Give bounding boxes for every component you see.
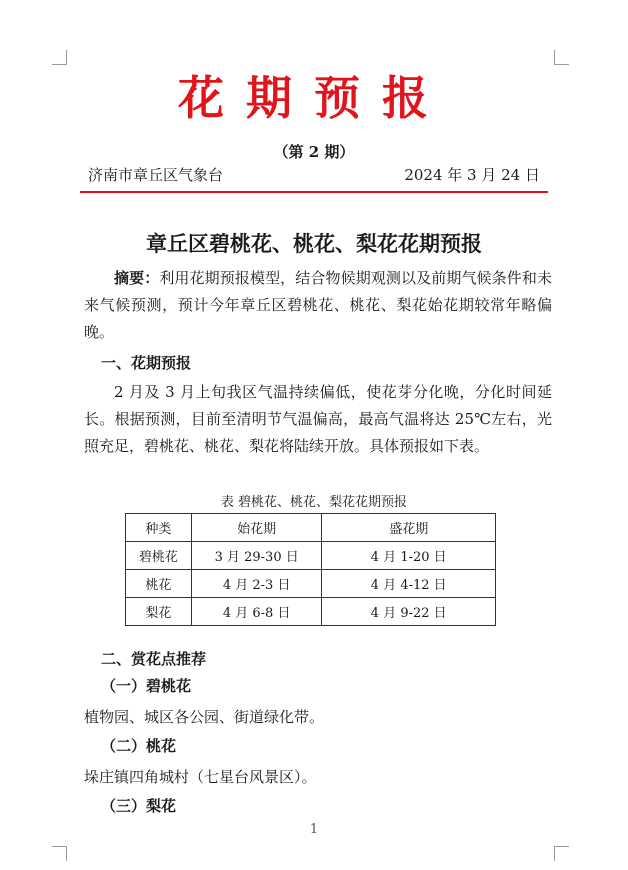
table-cell: 4 月 6-8 日 bbox=[191, 598, 322, 626]
crop-mark-top-left bbox=[52, 50, 67, 65]
abstract-paragraph bbox=[84, 265, 552, 346]
table-cell: 3 月 29-30 日 bbox=[191, 542, 322, 570]
document-title: 章丘区碧桃花、桃花、梨花花期预报 bbox=[146, 231, 482, 256]
forecast-paragraph: 2 月及 3 月上旬我区气温持续偏低，使花芽分化晚，分化时间延长。根据预测，目前至清明节气温偏高，最高气温将达 25℃左右，光照充足，碧桃花、桃花、梨花将陆续开放。具体预报如下表。 bbox=[84, 383, 552, 455]
abstract-text: 利用花期预报模型，结合物候期观测以及前期气候条件和未来气候预测，预计今年章丘区碧桃花、桃花、梨花始花期较常年略偏晚。 bbox=[84, 269, 552, 341]
table-cell: 4 月 4-12 日 bbox=[322, 570, 496, 598]
section-heading-forecast: 一、花期预报 bbox=[101, 354, 192, 372]
table-cell: 4 月 9-22 日 bbox=[322, 598, 496, 626]
table-cell: 桃花 bbox=[126, 570, 192, 598]
header-divider bbox=[80, 191, 548, 193]
table-caption: 表 碧桃花、桃花、梨花花期预报 bbox=[220, 495, 408, 510]
table-cell: 碧桃花 bbox=[126, 542, 192, 570]
table-header-cell: 盛花期 bbox=[322, 514, 496, 542]
table-row bbox=[126, 570, 496, 598]
subheading-peach: （二）桃花 bbox=[101, 737, 177, 755]
crop-mark-bottom-right bbox=[554, 846, 569, 861]
table-row bbox=[126, 598, 496, 626]
table-row bbox=[126, 542, 496, 570]
table-header-cell: 种类 bbox=[126, 514, 192, 542]
table-cell: 4 月 1-20 日 bbox=[322, 542, 496, 570]
spot-text-peach: 垛庄镇四角城村（七星台风景区）。 bbox=[84, 768, 317, 786]
masthead-title: 花期预报 bbox=[178, 71, 450, 125]
crop-mark-bottom-left bbox=[52, 846, 67, 861]
spot-text-bitao: 植物园、城区各公园、街道绿化带。 bbox=[84, 708, 325, 726]
section-heading-viewing-spots: 二、赏花点推荐 bbox=[101, 650, 207, 668]
subheading-pear: （三）梨花 bbox=[101, 797, 177, 815]
abstract-label: 摘要： bbox=[114, 269, 160, 287]
page-number: 1 bbox=[309, 822, 319, 837]
issue-number: （第 2 期） bbox=[273, 143, 355, 161]
publish-date: 2024 年 3 月 24 日 bbox=[404, 166, 540, 184]
forecast-table bbox=[125, 513, 496, 626]
subheading-bitao: （一）碧桃花 bbox=[101, 677, 192, 695]
table-header-cell: 始花期 bbox=[191, 514, 322, 542]
crop-mark-top-right bbox=[554, 50, 569, 65]
table-cell: 4 月 2-3 日 bbox=[191, 570, 322, 598]
table-header-row bbox=[126, 514, 496, 542]
table-cell: 梨花 bbox=[126, 598, 192, 626]
publisher: 济南市章丘区气象台 bbox=[88, 166, 224, 184]
